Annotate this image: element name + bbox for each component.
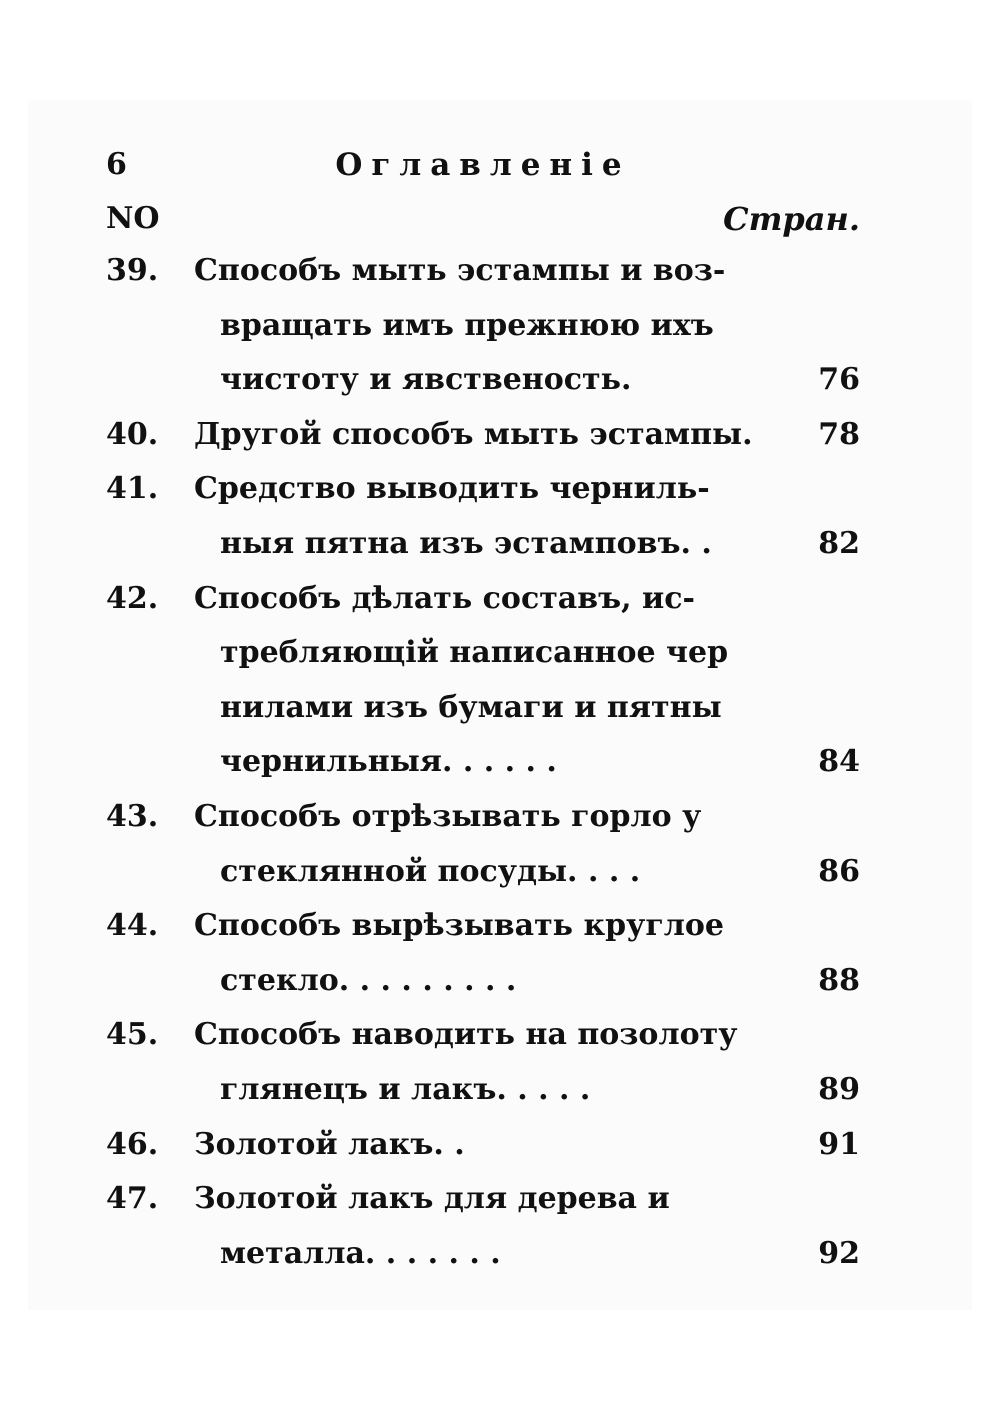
page-title: Оглавленіе	[335, 147, 631, 183]
toc-entry-line	[106, 517, 860, 571]
entry-page-number: 92	[818, 1236, 860, 1271]
entry-title: Золотой лакъ для дерева и	[194, 1181, 670, 1216]
entry-page-number: 76	[818, 362, 860, 397]
entry-title: глянецъ и лакъ. . . . .	[220, 1072, 591, 1107]
entry-number: 44.	[106, 908, 159, 943]
column-number-header: NO	[106, 201, 160, 236]
toc-entry-line	[106, 1227, 860, 1281]
entry-title: Способъ мыть эстампы и воз-	[194, 253, 726, 288]
toc-entry-line	[106, 954, 860, 1008]
entry-page-number: 78	[818, 417, 860, 452]
entry-number: 42.	[106, 581, 159, 616]
toc-entry-line	[106, 845, 860, 899]
entry-number: 45.	[106, 1017, 159, 1052]
column-headers	[106, 192, 860, 246]
entry-title: чистоту и явственость.	[220, 362, 632, 397]
toc-entry-line	[106, 1172, 860, 1226]
running-header	[106, 138, 860, 192]
entry-title: вращать имъ прежнюю ихъ	[220, 308, 714, 343]
column-page-header: Стран.	[723, 200, 860, 238]
entry-title: Способъ дѣлать составъ, ис-	[194, 581, 695, 616]
entry-number: 47.	[106, 1181, 159, 1216]
toc-entry-line	[106, 572, 860, 626]
entry-page-number: 84	[818, 744, 860, 779]
toc-entry-line	[106, 1008, 860, 1062]
entry-title: нилами изъ бумаги и пятны	[220, 690, 722, 725]
entry-page-number: 91	[818, 1127, 860, 1162]
entry-title: Другой способъ мыть эстампы.	[194, 417, 753, 452]
entry-title: металла. . . . . . .	[220, 1236, 501, 1271]
entry-title: требляющій написанное чер	[220, 635, 729, 670]
entry-title: Средство выводить черниль-	[194, 471, 710, 506]
entry-number: 46.	[106, 1127, 159, 1162]
entry-title: ныя пятна изъ эстамповъ. .	[220, 526, 712, 561]
entry-page-number: 86	[818, 854, 860, 889]
toc-entry-line	[106, 681, 860, 735]
toc-entry-line	[106, 735, 860, 789]
toc-entry-line	[106, 1118, 860, 1172]
toc-entry-line	[106, 462, 860, 516]
entry-title: Способъ вырѣзывать круглое	[194, 908, 724, 943]
toc-entry-line	[106, 408, 860, 462]
toc-entry-line	[106, 353, 860, 407]
toc-entry-line	[106, 899, 860, 953]
entry-title: Золотой лакъ. .	[194, 1127, 465, 1162]
entry-number: 41.	[106, 471, 159, 506]
entry-title: стеклянной посуды. . . .	[220, 854, 641, 889]
toc-entry-line	[106, 244, 860, 298]
toc-entry-line	[106, 299, 860, 353]
toc-entry-line	[106, 626, 860, 680]
toc-entry-line	[106, 1063, 860, 1117]
entry-page-number: 88	[818, 963, 860, 998]
entry-page-number: 89	[818, 1072, 860, 1107]
toc-entry-line	[106, 790, 860, 844]
entry-title: Способъ отрѣзывать горло у	[194, 799, 702, 834]
entry-title: стекло. . . . . . . . .	[220, 963, 517, 998]
entry-title: Способъ наводить на позолоту	[194, 1017, 738, 1052]
entry-number: 43.	[106, 799, 159, 834]
entry-title: чернильныя. . . . . .	[220, 744, 557, 779]
entry-page-number: 82	[818, 526, 860, 561]
entry-number: 39.	[106, 253, 159, 288]
entry-number: 40.	[106, 417, 159, 452]
page-number: 6	[106, 147, 127, 182]
